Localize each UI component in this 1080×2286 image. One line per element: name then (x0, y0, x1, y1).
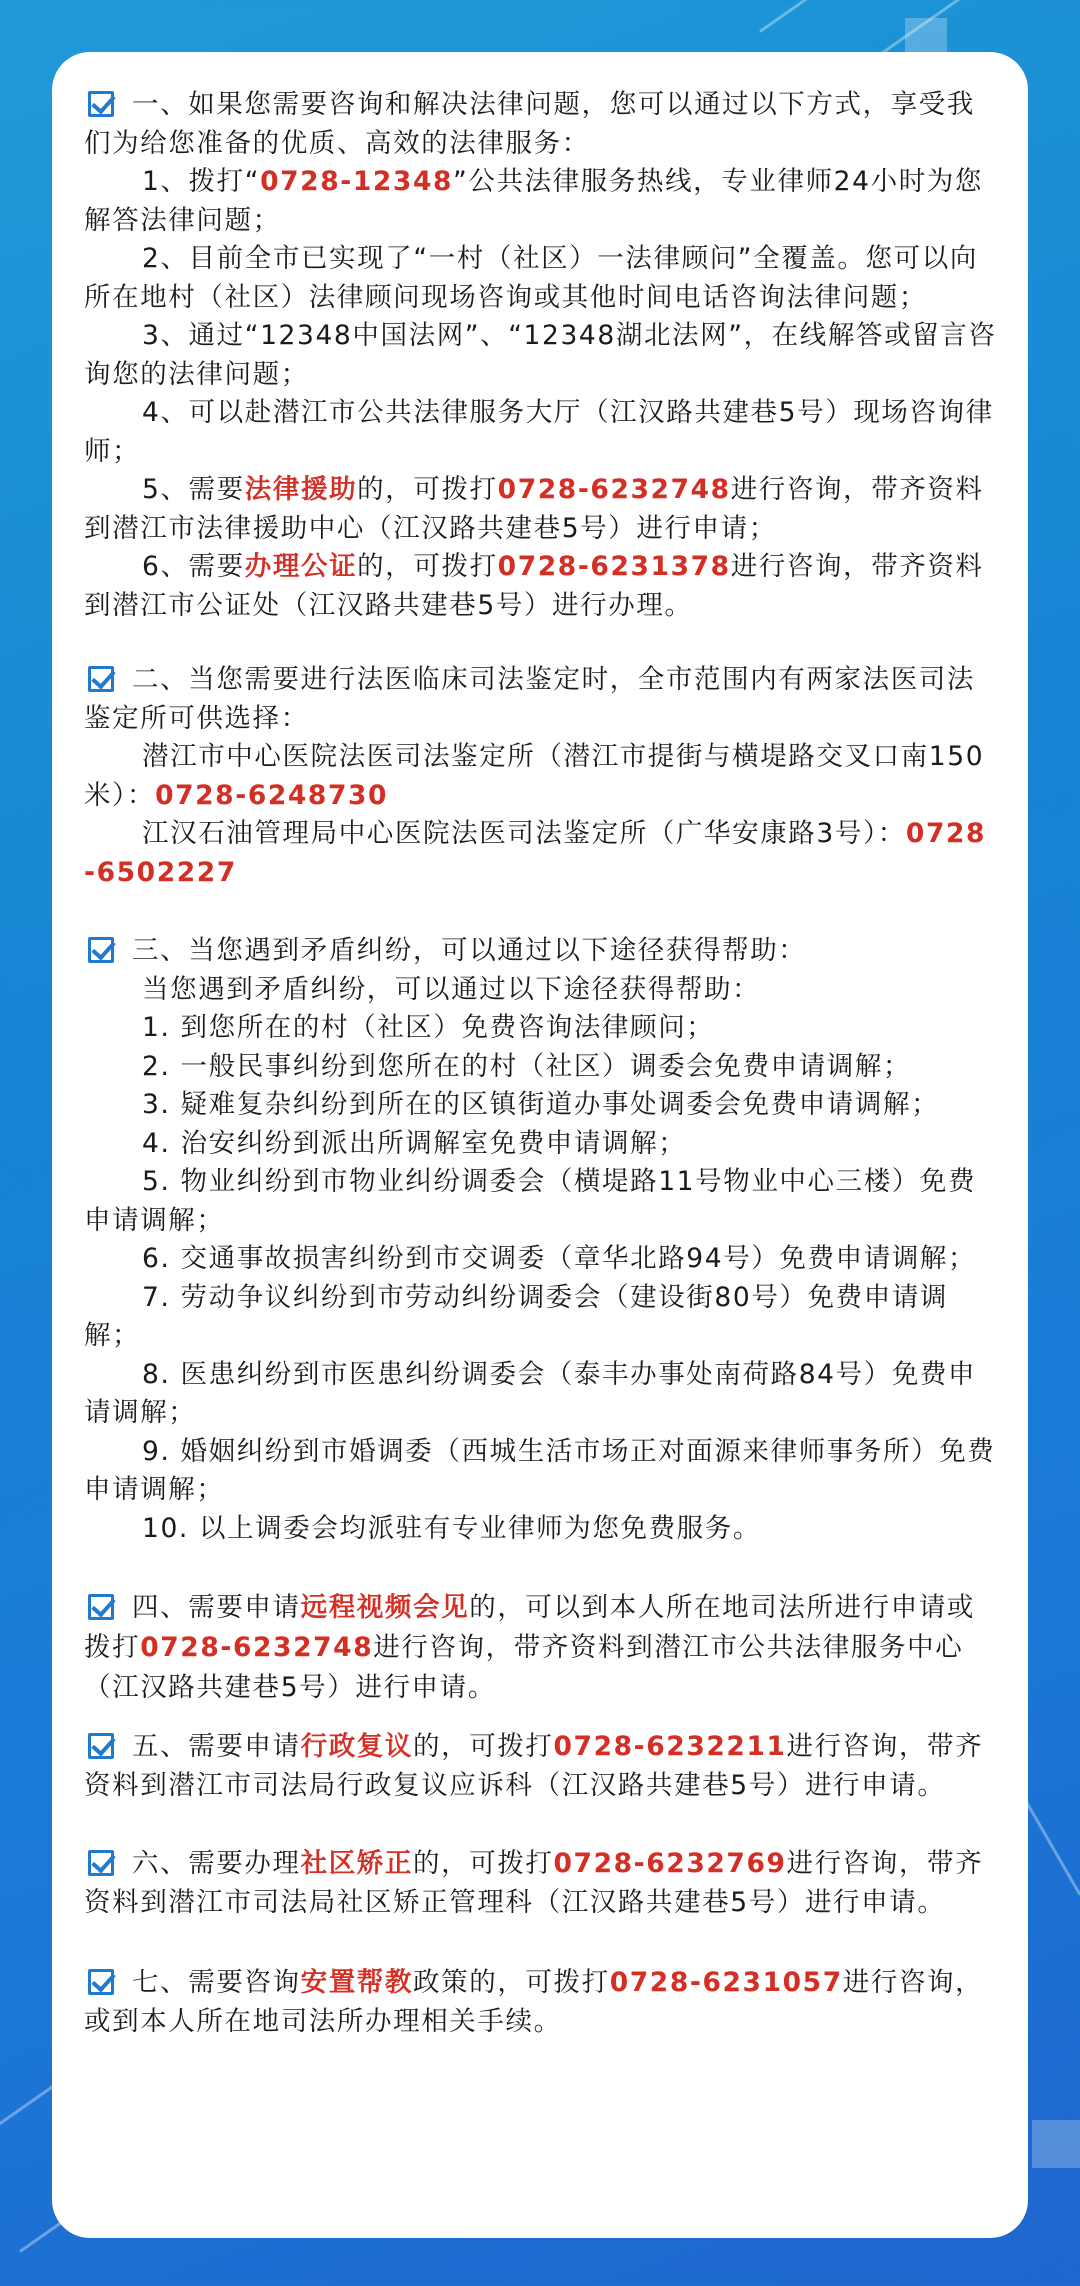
section-7-text: 七、需要咨询安置帮教政策的，可拨打0728-6231057进行咨询，或到本人所在地司法所办理相关手续。 (84, 1967, 984, 2037)
section-3-intro: 当您遇到矛盾纠纷，可以通过以下途径获得帮助： (142, 973, 761, 1005)
list-item: 5. 物业纠纷到市物业纠纷调委会（横堤路11号物业中心三楼）免费申请调解； (84, 1166, 977, 1236)
section-4 (84, 1588, 998, 1708)
section-3-heading: 三、当您遇到矛盾纠纷，可以通过以下途径获得帮助： (84, 932, 998, 971)
section-6 (84, 1845, 998, 1922)
list-item: 2. 一般民事纠纷到您所在的村（社区）调委会免费申请调解； (142, 1050, 912, 1082)
section-1-item-2: 2、目前全市已实现了“一村（社区）一法律顾问”全覆盖。您可以向所在地村（社区）法律顾问现场咨询或其他时间电话咨询法律问题； (84, 243, 978, 313)
section-2-heading: 二、当您需要进行法医临床司法鉴定时，全市范围内有两家法医司法鉴定所可供选择： (84, 664, 975, 734)
list-item: 7. 劳动争议纠纷到市劳动纠纷调委会（建设街80号）免费申请调解； (84, 1281, 949, 1351)
section-5-text: 五、需要申请行政复议的，可拨打0728-6232211进行咨询，带齐资料到潜江市司法局行政复议应诉科（江汉路共建巷5号）进行申请。 (84, 1731, 984, 1801)
checkbox-icon (88, 1850, 114, 1876)
section-2-institute-2: 江汉石油管理局中心医院法医司法鉴定所（广华安康路3号）：0728-6502227 (84, 818, 987, 888)
section-3 (84, 932, 998, 1548)
section-6-text: 六、需要办理社区矫正的，可拨打0728-6232769进行咨询，带齐资料到潜江市司法局社区矫正管理科（江汉路共建巷5号）进行申请。 (84, 1848, 984, 1918)
section-1-item-4: 4、可以赴潜江市公共法律服务大厅（江汉路共建巷5号）现场咨询律师； (84, 397, 994, 467)
checkbox-icon (88, 1594, 114, 1620)
section-1-item-6: 6、需要办理公证的，可拨打0728-6231378进行咨询，带齐资料到潜江市公证处（江汉路共建巷5号）进行办理。 (84, 551, 984, 621)
section-1-item-5: 5、需要法律援助的，可拨打0728-6232748进行咨询，带齐资料到潜江市法律援助中心（江汉路共建巷5号）进行申请； (84, 474, 984, 544)
list-item: 6. 交通事故损害纠纷到市交调委（章华北路94号）免费申请调解； (142, 1243, 977, 1274)
section-1 (84, 86, 998, 625)
section-2-institute-1: 潜江市中心医院法医司法鉴定所（潜江市提街与横堤路交叉口南150米）：0728-6248730 (84, 741, 985, 811)
section-4-text: 四、需要申请远程视频会见的，可以到本人所在地司法所进行申请或拨打0728-6232748进行咨询，带齐资料到潜江市公共法律服务中心（江汉路共建巷5号）进行申请。 (84, 1592, 976, 1703)
section-1-item-1: 1、拨打“0728-12348”公共法律服务热线，专业律师24小时为您解答法律问题； (84, 166, 983, 236)
checkbox-icon (88, 1969, 114, 1995)
section-1-heading: 一、如果您需要咨询和解决法律问题，您可以通过以下方式，享受我们为给您准备的优质、高效的法律服务： (84, 89, 975, 159)
section-1-item-3: 3、通过“12348中国法网”、“12348湖北法网”，在线解答或留言咨询您的法律问题； (84, 320, 997, 390)
checkbox-icon (88, 1733, 114, 1759)
list-item: 8. 医患纠纷到市医患纠纷调委会（泰丰办事处南荷路84号）免费申请调解； (84, 1358, 977, 1428)
content-card (52, 52, 1028, 2238)
section-7 (84, 1964, 998, 2041)
section-5 (84, 1728, 998, 1805)
checkbox-icon (88, 666, 114, 692)
checkbox-icon (88, 91, 114, 117)
list-item: 1. 到您所在的村（社区）免费咨询法律顾问； (142, 1012, 715, 1043)
checkbox-icon (88, 937, 114, 963)
list-item: 10. 以上调委会均派驻有专业律师为您免费服务。 (142, 1512, 761, 1544)
list-item: 9. 婚姻纠纷到市婚调委（西城生活市场正对面源来律师事务所）免费申请调解； (84, 1435, 996, 1505)
list-item: 4. 治安纠纷到派出所调解室免费申请调解； (142, 1127, 687, 1159)
list-item: 3. 疑难复杂纠纷到所在的区镇街道办事处调委会免费申请调解； (142, 1089, 940, 1120)
section-2 (84, 661, 998, 892)
